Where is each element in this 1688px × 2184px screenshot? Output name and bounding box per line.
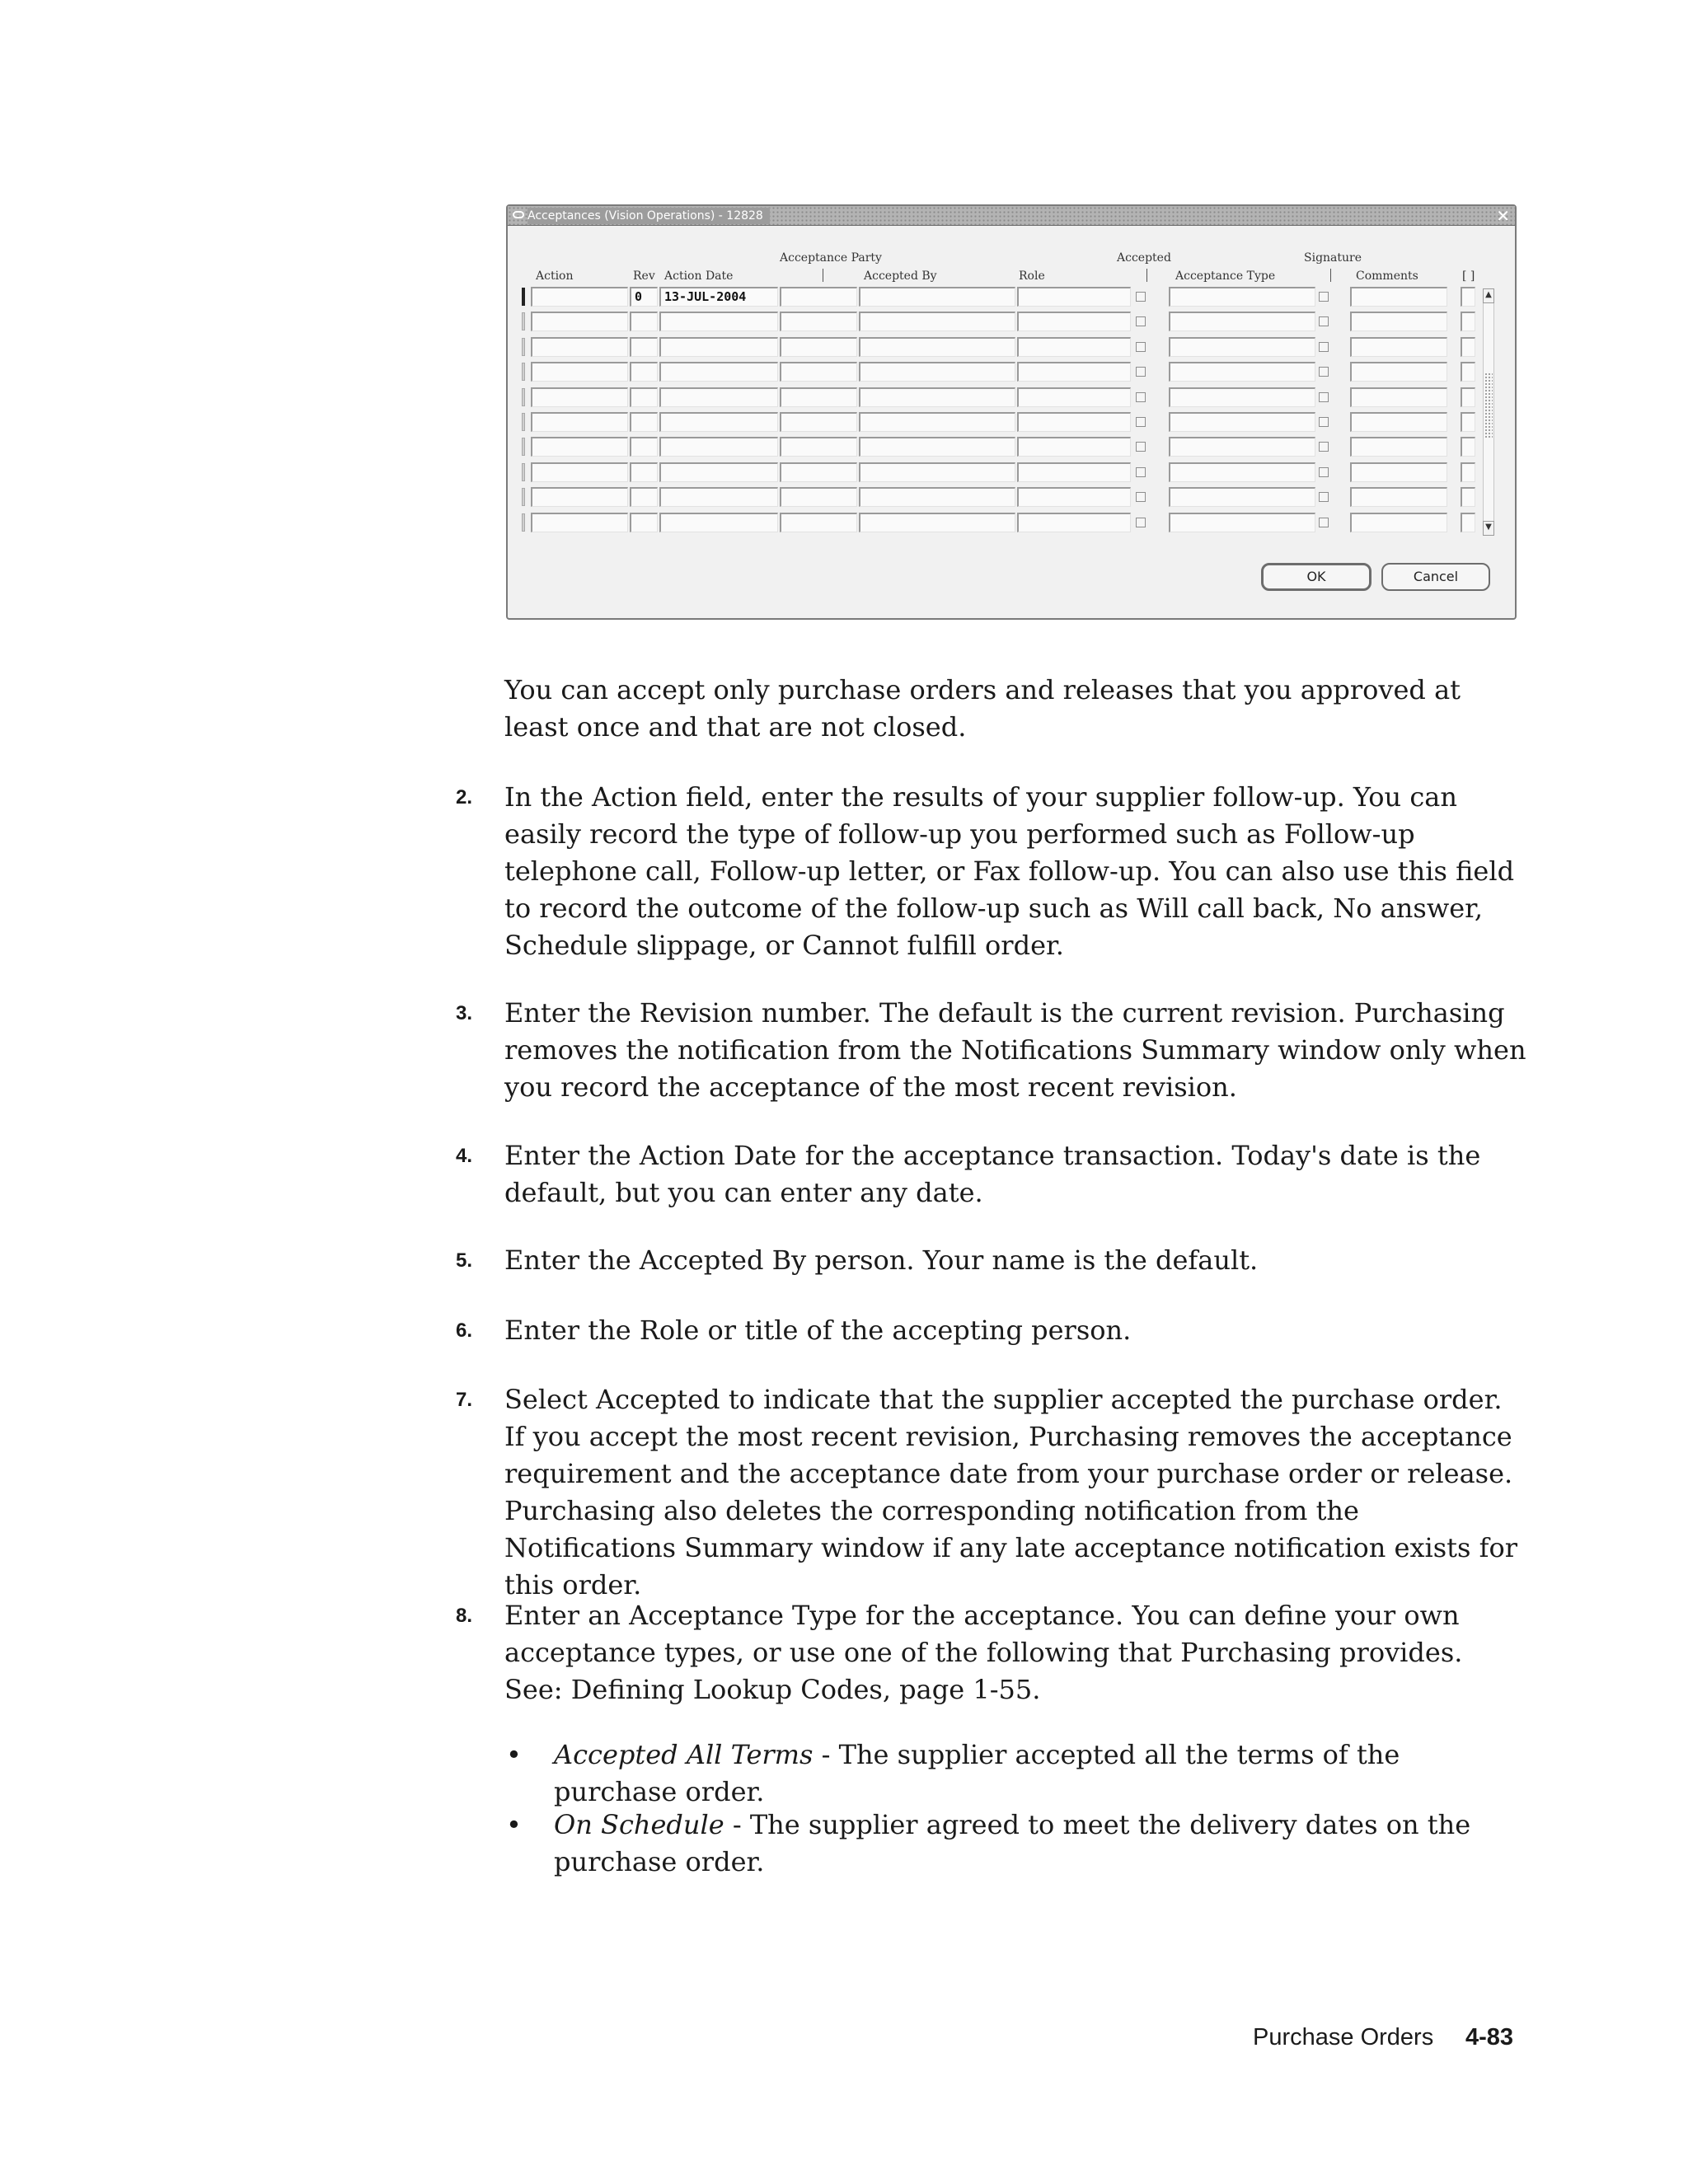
- close-icon[interactable]: ✕: [1496, 206, 1510, 226]
- action-cell[interactable]: [531, 412, 628, 432]
- role-cell[interactable]: [1017, 412, 1131, 432]
- action-date-cell[interactable]: [659, 487, 778, 507]
- row-indicator[interactable]: [522, 288, 525, 306]
- step-number: 7.: [456, 1389, 473, 1411]
- acceptance-party-cell[interactable]: [780, 362, 857, 382]
- bullet-icon: •: [506, 1809, 522, 1840]
- folder-cell[interactable]: [1461, 437, 1475, 457]
- accepted-checkbox[interactable]: [1136, 492, 1146, 502]
- folder-cell[interactable]: [1461, 337, 1475, 357]
- window-title: Acceptances (Vision Operations) - 12828: [528, 208, 770, 224]
- row-indicator[interactable]: [522, 513, 525, 532]
- acceptance-party-cell[interactable]: [780, 487, 857, 507]
- bullet-icon: •: [506, 1739, 522, 1770]
- intro-paragraph: You can accept only purchase orders and releases that you approved at least once and that are not closed.: [504, 674, 1461, 743]
- accepted-checkbox[interactable]: [1136, 518, 1146, 527]
- action-cell[interactable]: [531, 312, 628, 331]
- comments-cell[interactable]: [1350, 513, 1447, 532]
- folder-cell[interactable]: [1461, 462, 1475, 482]
- step-text: Enter the Role or title of the accepting person.: [504, 1315, 1132, 1346]
- role-cell[interactable]: [1017, 437, 1131, 457]
- window-menu-icon[interactable]: [513, 211, 524, 218]
- col-header-rev: Rev: [633, 269, 655, 283]
- header-signature: Signature: [1304, 251, 1362, 265]
- bullet-term: Accepted All Terms: [554, 1739, 814, 1770]
- accepted-by-cell[interactable]: [859, 437, 1015, 457]
- acceptance-type-cell[interactable]: [1169, 412, 1315, 432]
- step-number: 3.: [456, 1002, 473, 1024]
- signature-checkbox[interactable]: [1319, 518, 1329, 527]
- row-indicator[interactable]: [522, 488, 525, 506]
- row-indicator[interactable]: [522, 388, 525, 406]
- step-number: 5.: [456, 1249, 473, 1272]
- action-date-cell[interactable]: [659, 462, 778, 482]
- role-cell[interactable]: [1017, 312, 1131, 331]
- cancel-button[interactable]: Cancel: [1381, 563, 1490, 591]
- window-titlebar: [508, 206, 1515, 226]
- row-indicator[interactable]: [522, 363, 525, 381]
- signature-checkbox[interactable]: [1319, 417, 1329, 427]
- col-header-action-date: Action Date: [664, 269, 734, 283]
- scroll-down-icon[interactable]: ▼: [1483, 521, 1494, 536]
- bullet-term: On Schedule: [554, 1809, 724, 1840]
- comments-cell[interactable]: [1350, 287, 1447, 307]
- comments-cell[interactable]: [1350, 337, 1447, 357]
- role-cell[interactable]: [1017, 513, 1131, 532]
- accepted-by-cell[interactable]: [859, 337, 1015, 357]
- step-text: Enter the Accepted By person. Your name is the default.: [504, 1244, 1259, 1276]
- col-header-role: Role: [1019, 269, 1045, 283]
- signature-checkbox[interactable]: [1319, 492, 1329, 502]
- rev-cell[interactable]: [630, 362, 658, 382]
- action-cell[interactable]: [531, 513, 628, 532]
- accepted-checkbox[interactable]: [1136, 342, 1146, 352]
- accepted-checkbox[interactable]: [1136, 392, 1146, 402]
- bullet-item: [554, 1807, 1526, 1881]
- signature-checkbox[interactable]: [1319, 342, 1329, 352]
- accepted-checkbox[interactable]: [1136, 467, 1146, 477]
- acceptance-type-cell[interactable]: [1169, 337, 1315, 357]
- acceptance-party-cell[interactable]: [780, 337, 857, 357]
- role-cell[interactable]: [1017, 287, 1131, 307]
- acceptance-party-cell[interactable]: [780, 287, 857, 307]
- header-divider: [1146, 269, 1147, 282]
- folder-cell[interactable]: [1461, 387, 1475, 407]
- action-cell[interactable]: [531, 362, 628, 382]
- rev-cell[interactable]: [630, 337, 658, 357]
- action-date-cell[interactable]: [659, 387, 778, 407]
- rev-cell[interactable]: [630, 513, 658, 532]
- accepted-by-cell[interactable]: [859, 513, 1015, 532]
- col-header-action: Action: [536, 269, 574, 283]
- role-cell[interactable]: [1017, 487, 1131, 507]
- acceptance-type-cell[interactable]: [1169, 437, 1315, 457]
- col-header-comments: Comments: [1356, 269, 1418, 283]
- rev-cell[interactable]: 0: [630, 287, 658, 307]
- col-header-folder: [ ]: [1462, 269, 1475, 283]
- action-date-cell[interactable]: 13-JUL-2004: [659, 287, 778, 307]
- header-acceptance-party: Acceptance Party: [780, 251, 882, 265]
- acceptance-type-cell[interactable]: [1169, 462, 1315, 482]
- bullet-text: - The supplier agreed to meet the delivery dates on the purchase order.: [554, 1809, 1471, 1877]
- signature-checkbox[interactable]: [1319, 292, 1329, 302]
- signature-checkbox[interactable]: [1319, 467, 1329, 477]
- comments-cell[interactable]: [1350, 412, 1447, 432]
- folder-cell[interactable]: [1461, 287, 1475, 307]
- header-accepted: Accepted: [1117, 251, 1171, 265]
- acceptance-party-cell[interactable]: [780, 387, 857, 407]
- folder-cell[interactable]: [1461, 412, 1475, 432]
- action-date-cell[interactable]: [659, 312, 778, 331]
- accepted-by-cell[interactable]: [859, 362, 1015, 382]
- row-indicator[interactable]: [522, 413, 525, 431]
- comments-cell[interactable]: [1350, 487, 1447, 507]
- comments-cell[interactable]: [1350, 387, 1447, 407]
- folder-cell[interactable]: [1461, 513, 1475, 532]
- signature-checkbox[interactable]: [1319, 392, 1329, 402]
- scroll-thumb[interactable]: [1484, 373, 1493, 438]
- step-text: In the Action field, enter the results of your supplier follow-up. You can easily record the type of follow-up you performed such as Follow-up telephone call, Follow-up letter, or Fax follow-up. You can also use this field to record the outcome of the follow-up such as Will call back, No answer, Schedule slippage, or Cannot fulfill order.: [504, 781, 1515, 961]
- folder-cell[interactable]: [1461, 312, 1475, 331]
- footer-section: Purchase Orders: [1253, 2024, 1434, 2050]
- accepted-by-cell[interactable]: [859, 312, 1015, 331]
- accepted-by-cell[interactable]: [859, 287, 1015, 307]
- accepted-by-cell[interactable]: [859, 487, 1015, 507]
- folder-cell[interactable]: [1461, 487, 1475, 507]
- step-number: 4.: [456, 1145, 473, 1167]
- accepted-checkbox[interactable]: [1136, 417, 1146, 427]
- rev-cell[interactable]: [630, 412, 658, 432]
- acceptance-party-cell[interactable]: [780, 513, 857, 532]
- acceptance-type-cell[interactable]: [1169, 312, 1315, 331]
- row-indicator[interactable]: [522, 463, 525, 481]
- acceptance-party-cell[interactable]: [780, 312, 857, 331]
- comments-cell[interactable]: [1350, 437, 1447, 457]
- signature-checkbox[interactable]: [1319, 442, 1329, 452]
- scroll-up-icon[interactable]: ▲: [1483, 288, 1494, 303]
- acceptance-party-cell[interactable]: [780, 462, 857, 482]
- step-number: 6.: [456, 1319, 473, 1342]
- step-text: Enter the Action Date for the acceptance transaction. Today's date is the default, but you can enter any date.: [504, 1140, 1481, 1208]
- rev-cell[interactable]: [630, 487, 658, 507]
- acceptance-type-cell[interactable]: [1169, 513, 1315, 532]
- action-date-cell[interactable]: [659, 337, 778, 357]
- header-divider: [1330, 269, 1331, 282]
- accepted-checkbox[interactable]: [1136, 316, 1146, 326]
- folder-cell[interactable]: [1461, 362, 1475, 382]
- signature-checkbox[interactable]: [1319, 367, 1329, 377]
- accepted-by-cell[interactable]: [859, 462, 1015, 482]
- acceptance-party-cell[interactable]: [780, 437, 857, 457]
- action-cell[interactable]: [531, 487, 628, 507]
- role-cell[interactable]: [1017, 387, 1131, 407]
- acceptance-type-cell[interactable]: [1169, 287, 1315, 307]
- comments-cell[interactable]: [1350, 312, 1447, 331]
- rev-cell[interactable]: [630, 462, 658, 482]
- ok-button[interactable]: OK: [1261, 563, 1372, 591]
- accepted-checkbox[interactable]: [1136, 292, 1146, 302]
- step-text: Select Accepted to indicate that the supplier accepted the purchase order. If you accept the most recent revision, Purchasing removes the acceptance requirement and the acceptance date from your purchase order or release. Purchasing also deletes the corresponding notification from the Notifications Summary window if any late acceptance notification exists for this order.: [504, 1384, 1517, 1601]
- step-text: Enter an Acceptance Type for the acceptance. You can define your own acceptance types, or use one of the following that Purchasing provides. See: Defining Lookup Codes, page 1-55.: [504, 1600, 1463, 1705]
- acceptance-type-cell[interactable]: [1169, 487, 1315, 507]
- signature-checkbox[interactable]: [1319, 316, 1329, 326]
- row-indicator[interactable]: [522, 438, 525, 456]
- rev-cell[interactable]: [630, 387, 658, 407]
- accepted-by-cell[interactable]: [859, 387, 1015, 407]
- acceptance-party-cell[interactable]: [780, 412, 857, 432]
- action-cell[interactable]: [531, 462, 628, 482]
- acceptance-type-cell[interactable]: [1169, 362, 1315, 382]
- role-cell[interactable]: [1017, 462, 1131, 482]
- action-cell[interactable]: [531, 337, 628, 357]
- rev-cell[interactable]: [630, 437, 658, 457]
- rev-cell[interactable]: [630, 312, 658, 331]
- action-date-cell[interactable]: [659, 437, 778, 457]
- step-number: 2.: [456, 786, 473, 808]
- role-cell[interactable]: [1017, 337, 1131, 357]
- col-header-acceptance-type: Acceptance Type: [1175, 269, 1276, 283]
- action-date-cell[interactable]: [659, 362, 778, 382]
- accepted-checkbox[interactable]: [1136, 442, 1146, 452]
- row-indicator[interactable]: [522, 338, 525, 356]
- bullet-text: - The supplier accepted all the terms of the purchase order.: [554, 1739, 1400, 1807]
- accepted-by-cell[interactable]: [859, 412, 1015, 432]
- action-date-cell[interactable]: [659, 513, 778, 532]
- footer-page-number: 4-83: [1465, 2024, 1514, 2050]
- row-indicator[interactable]: [522, 312, 525, 330]
- step-number: 8.: [456, 1605, 473, 1627]
- bullet-item: [554, 1736, 1526, 1811]
- action-date-cell[interactable]: [659, 412, 778, 432]
- comments-cell[interactable]: [1350, 462, 1447, 482]
- action-cell[interactable]: [531, 387, 628, 407]
- acceptance-type-cell[interactable]: [1169, 387, 1315, 407]
- accepted-checkbox[interactable]: [1136, 367, 1146, 377]
- action-cell[interactable]: [531, 437, 628, 457]
- comments-cell[interactable]: [1350, 362, 1447, 382]
- action-cell[interactable]: [531, 287, 628, 307]
- col-header-accepted-by: Accepted By: [864, 269, 937, 283]
- role-cell[interactable]: [1017, 362, 1131, 382]
- step-text: Enter the Revision number. The default is the current revision. Purchasing removes the notification from the Notifications Summary window only when you record the acceptance of the most recent revision.: [504, 997, 1526, 1103]
